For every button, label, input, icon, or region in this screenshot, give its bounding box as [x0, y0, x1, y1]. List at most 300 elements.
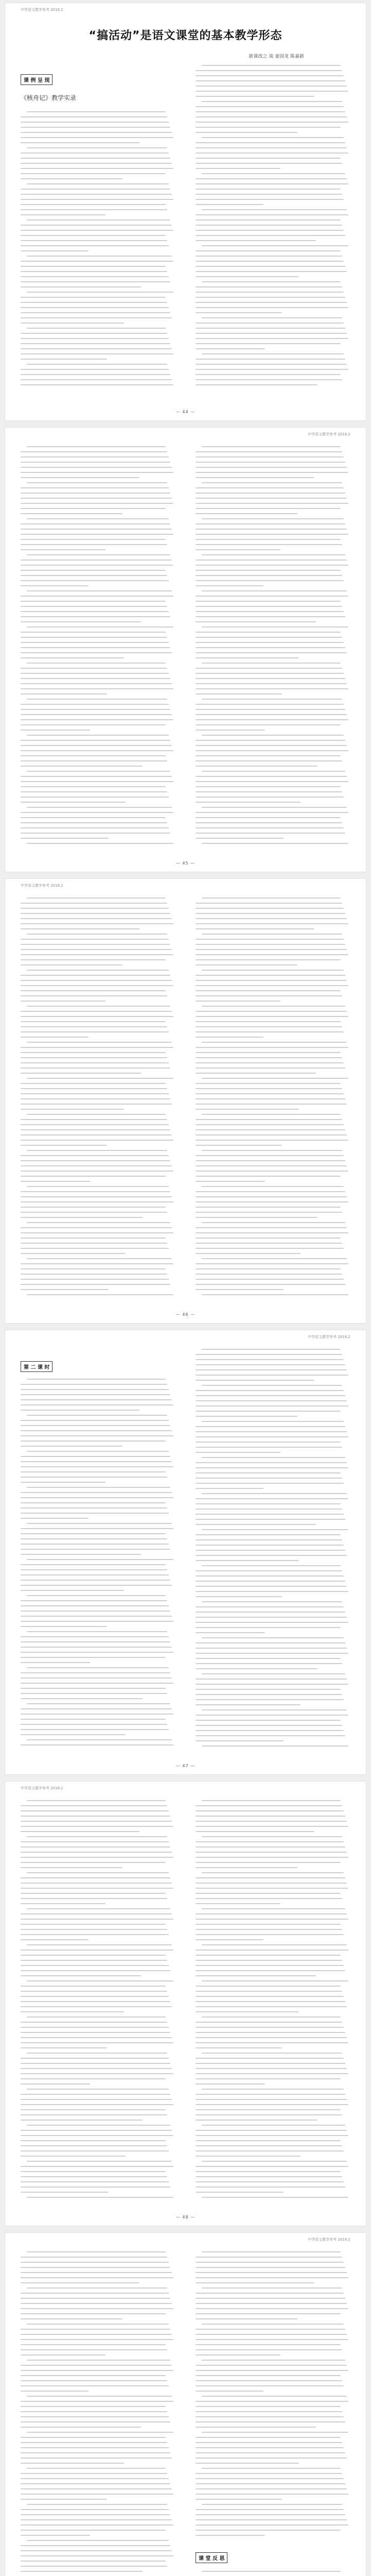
text-line — [21, 2006, 172, 2007]
text-line — [196, 235, 345, 236]
text-line — [21, 1047, 173, 1048]
text-line — [21, 673, 169, 674]
text-line — [27, 1379, 166, 1380]
text-line — [21, 560, 172, 561]
text-line — [196, 152, 348, 154]
text-line — [21, 1939, 89, 1940]
text-line — [21, 1544, 169, 1545]
text-line — [196, 2068, 347, 2069]
text-line — [21, 1580, 170, 1581]
text-line — [196, 194, 342, 195]
text-line — [196, 975, 345, 976]
text-line — [21, 2192, 109, 2193]
text-line — [21, 353, 173, 354]
text-line — [21, 271, 167, 272]
text-line — [196, 601, 341, 602]
text-line — [21, 2427, 141, 2428]
text-line — [21, 1919, 173, 1920]
text-line — [21, 1031, 169, 1032]
text-line — [21, 1744, 173, 1745]
text-line — [27, 934, 167, 935]
text-line — [196, 2130, 347, 2131]
text-line — [21, 1026, 167, 1027]
text-line — [196, 111, 345, 112]
text-line — [196, 2318, 297, 2319]
text-line — [21, 2313, 166, 2314]
text-line — [21, 760, 167, 761]
text-line — [21, 2483, 170, 2484]
page-number: — 48 — — [175, 2215, 196, 2219]
text-line — [196, 328, 345, 329]
text-line — [21, 539, 166, 540]
text-line — [27, 219, 170, 221]
text-line — [27, 1150, 167, 1151]
text-line — [21, 908, 169, 909]
text-line — [202, 1457, 345, 1458]
text-line — [21, 565, 173, 566]
text-line — [21, 817, 166, 818]
text-line — [196, 2447, 344, 2448]
text-line — [196, 2171, 341, 2172]
text-line — [196, 312, 282, 313]
text-line — [196, 632, 341, 633]
text-column-left — [21, 446, 175, 848]
text-line — [196, 2494, 348, 2495]
text-line — [196, 75, 344, 76]
text-line — [202, 2053, 342, 2054]
text-line — [196, 1083, 341, 1084]
text-line — [196, 2329, 345, 2330]
text-line — [21, 796, 169, 798]
text-line — [21, 1729, 169, 1730]
text-line — [21, 1399, 172, 1400]
text-line — [21, 632, 166, 633]
text-line — [21, 2370, 173, 2371]
text-line — [21, 343, 170, 344]
text-line — [21, 245, 169, 246]
text-line — [21, 384, 173, 385]
text-line — [196, 724, 341, 725]
text-line — [196, 1062, 344, 1063]
text-line — [27, 554, 170, 555]
text-line — [21, 1201, 173, 1202]
text-line — [196, 939, 344, 940]
text-line — [196, 1001, 280, 1002]
text-line — [196, 1929, 342, 1930]
text-line — [21, 1191, 170, 1192]
text-line — [27, 1415, 167, 1416]
text-line — [196, 1893, 341, 1894]
text-line — [196, 214, 348, 215]
text-line — [21, 1088, 167, 1089]
text-line — [21, 2032, 170, 2033]
text-line — [27, 2396, 172, 2397]
text-line — [21, 338, 169, 339]
text-line — [21, 2385, 169, 2386]
text-line — [196, 333, 347, 334]
text-line — [196, 1145, 282, 1146]
text-line — [21, 1554, 141, 1555]
text-line — [196, 1155, 344, 1156]
text-line — [196, 256, 342, 257]
text-line — [196, 949, 347, 950]
text-line — [196, 348, 265, 349]
text-line — [196, 1284, 345, 1285]
text-line — [196, 2463, 299, 2464]
text-line — [21, 2416, 169, 2417]
text-line — [196, 657, 299, 658]
text-line — [202, 1222, 345, 1223]
text-line — [196, 1279, 344, 1280]
text-line — [21, 2447, 169, 2448]
text-line — [196, 2099, 347, 2100]
text-line — [196, 2483, 345, 2484]
text-line — [196, 379, 342, 380]
text-line — [21, 1212, 167, 1213]
text-line — [21, 2114, 167, 2115]
section-label-reflection: 课 堂 反 思 — [196, 2552, 227, 2563]
text-line — [21, 1893, 166, 1894]
text-line — [21, 781, 173, 782]
text-line — [196, 1740, 284, 1741]
page-2 — [5, 428, 366, 872]
text-line — [21, 1616, 172, 1617]
text-line — [21, 1227, 172, 1228]
text-line — [196, 1369, 347, 1370]
text-line — [196, 1950, 348, 1951]
text-line — [196, 1509, 342, 1510]
text-line — [21, 1719, 166, 1720]
text-line — [21, 570, 166, 571]
text-line — [196, 1699, 344, 1700]
text-line — [202, 2016, 341, 2018]
text-line — [202, 353, 344, 354]
text-line — [21, 2120, 143, 2121]
text-line — [21, 317, 172, 318]
text-line — [202, 2432, 348, 2433]
text-line — [21, 1389, 169, 1390]
text-line — [21, 379, 172, 380]
text-line — [202, 1872, 344, 1873]
text-line — [27, 2287, 167, 2289]
text-line — [196, 1416, 297, 1417]
text-line — [196, 812, 348, 813]
text-line — [21, 812, 173, 813]
text-line — [27, 518, 169, 519]
text-line — [196, 2421, 345, 2422]
text-line — [196, 503, 348, 504]
text-line — [21, 1574, 169, 1575]
text-line — [27, 292, 173, 293]
text-line — [21, 209, 167, 210]
text-line — [202, 590, 347, 591]
text-line — [21, 1518, 89, 1519]
text-line — [21, 1590, 124, 1591]
text-line — [196, 2437, 341, 2438]
text-line — [21, 2104, 173, 2105]
text-column-right — [196, 446, 350, 848]
text-line — [196, 1846, 345, 1848]
text-line — [196, 1986, 341, 1987]
text-line — [21, 2375, 166, 2376]
text-line — [21, 163, 172, 164]
text-line — [196, 1124, 344, 1125]
text-line — [196, 2027, 344, 2028]
text-line — [196, 493, 345, 494]
text-line — [27, 2053, 167, 2054]
text-line — [21, 1140, 173, 1141]
text-line — [196, 1642, 345, 1643]
text-line — [196, 142, 345, 143]
text-line — [27, 2125, 170, 2126]
text-line — [202, 1637, 344, 1638]
text-line — [202, 771, 345, 772]
text-line — [21, 2458, 172, 2459]
text-line — [196, 954, 348, 955]
text-line — [196, 1217, 317, 1218]
text-line — [21, 2442, 167, 2443]
text-line — [21, 1862, 166, 1863]
text-line — [196, 2058, 344, 2059]
text-line — [21, 745, 172, 746]
text-line — [196, 791, 342, 792]
text-line — [27, 1078, 173, 1079]
text-line — [196, 2354, 280, 2355]
text-line — [21, 199, 173, 200]
text-line — [21, 1970, 170, 1971]
text-line — [196, 565, 348, 566]
text-line — [21, 1093, 169, 1094]
text-line — [202, 699, 342, 700]
text-line — [21, 2524, 173, 2526]
text-line — [21, 1477, 167, 1478]
text-line — [196, 621, 316, 622]
text-line — [27, 1006, 170, 1007]
text-line — [196, 1816, 345, 1817]
page-4 — [5, 1330, 366, 1774]
text-line — [196, 1248, 344, 1249]
text-line — [196, 2120, 317, 2121]
text-line — [21, 1196, 172, 1197]
text-line — [27, 1595, 166, 1596]
text-line — [196, 1852, 347, 1853]
text-line — [21, 1263, 173, 1264]
text-line — [21, 1098, 170, 1099]
text-line — [21, 348, 172, 349]
text-line — [21, 1641, 170, 1642]
text-line — [21, 2303, 172, 2304]
text-line — [196, 1201, 348, 1202]
text-line — [21, 2140, 166, 2141]
text-line — [196, 1462, 347, 1463]
text-line — [196, 261, 344, 262]
text-line — [196, 2187, 345, 2188]
page-number: — 45 — — [175, 861, 196, 866]
text-line — [196, 611, 344, 612]
text-line — [21, 523, 170, 524]
text-line — [202, 1980, 348, 1981]
text-line — [21, 1965, 169, 1966]
text-line — [196, 1991, 342, 1992]
running-header: 中学语文教学参考 2016.2 — [21, 1786, 63, 1790]
text-line — [21, 1129, 170, 1130]
text-line — [21, 601, 166, 602]
text-line — [196, 86, 347, 87]
text-line — [196, 2391, 263, 2392]
text-line — [21, 1805, 167, 1806]
text-line — [21, 250, 89, 251]
text-line — [196, 307, 348, 308]
text-line — [21, 2437, 166, 2438]
text-line — [21, 1857, 173, 1858]
text-line — [21, 508, 166, 509]
text-line — [196, 1503, 341, 1504]
text-line — [196, 250, 341, 251]
text-line — [202, 1709, 347, 1710]
text-line — [196, 384, 317, 385]
text-line — [196, 1375, 348, 1376]
text-line — [202, 446, 341, 447]
text-line — [21, 1538, 167, 1539]
text-line — [196, 2375, 341, 2376]
text-line — [21, 647, 170, 648]
text-line — [27, 482, 167, 483]
text-line — [21, 1155, 169, 1156]
text-line — [27, 147, 167, 148]
text-column-right — [196, 1800, 350, 2202]
text-line — [21, 2561, 166, 2562]
text-line — [21, 194, 172, 195]
text-line — [202, 1006, 345, 1007]
text-line — [196, 2109, 341, 2110]
text-line — [21, 802, 126, 803]
text-line — [21, 2401, 173, 2402]
text-line — [196, 2473, 342, 2474]
text-line — [21, 1600, 167, 1601]
text-line — [202, 2089, 344, 2090]
text-line — [196, 1431, 347, 1432]
text-line — [21, 1647, 172, 1648]
text-line — [21, 750, 173, 751]
article-byline: 新课改之 谈 童国龙 陈嘉新 — [249, 54, 304, 59]
text-line — [196, 1047, 348, 1048]
text-column-right — [196, 65, 350, 389]
text-line — [196, 1648, 347, 1649]
text-line — [196, 1104, 347, 1105]
text-line — [196, 1694, 342, 1695]
text-line — [21, 2135, 173, 2136]
text-line — [196, 740, 345, 741]
text-line — [21, 1688, 166, 1689]
text-line — [21, 2344, 166, 2345]
text-line — [202, 554, 345, 555]
text-line — [202, 1673, 345, 1674]
text-line — [196, 1263, 348, 1264]
text-line — [196, 1488, 263, 1489]
text-line — [196, 292, 344, 293]
text-line — [196, 2365, 347, 2366]
text-line — [196, 1052, 341, 1053]
text-line — [27, 2360, 170, 2361]
text-line — [21, 786, 166, 787]
text-line — [21, 1621, 173, 1622]
text-line — [196, 1730, 344, 1731]
text-line — [196, 266, 345, 267]
text-line — [196, 1821, 347, 1822]
text-line — [202, 2571, 341, 2572]
text-line — [196, 1354, 342, 1355]
text-line — [21, 2293, 169, 2294]
text-line — [27, 1487, 170, 1488]
text-line — [196, 1400, 347, 1401]
text-line — [196, 1227, 347, 1228]
text-line — [196, 2406, 341, 2407]
text-line — [21, 2411, 167, 2412]
text-line — [202, 1186, 344, 1187]
text-line — [21, 2068, 172, 2069]
text-line — [202, 65, 341, 66]
text-line — [196, 1560, 299, 1561]
running-header: 中学语文教学参考 2016.2 — [308, 1335, 350, 1339]
text-line — [202, 2504, 342, 2505]
text-line — [21, 2349, 167, 2350]
text-line — [21, 451, 167, 452]
text-line — [21, 1852, 172, 1853]
text-line — [27, 256, 172, 257]
text-line — [27, 590, 172, 591]
text-line — [196, 1411, 341, 1412]
text-line — [196, 616, 345, 617]
text-line — [21, 995, 167, 996]
text-line — [196, 2042, 348, 2043]
text-line — [196, 1274, 342, 1275]
text-line — [202, 482, 342, 483]
text-line — [202, 245, 348, 246]
text-line — [27, 1114, 166, 1115]
text-line — [27, 2540, 169, 2541]
text-column-left — [21, 111, 175, 389]
text-line — [21, 1708, 172, 1709]
text-line — [196, 1498, 348, 1499]
text-line — [21, 266, 166, 267]
text-line — [196, 585, 263, 586]
text-line — [196, 2037, 347, 2038]
text-line — [27, 1451, 169, 1452]
text-line — [21, 1492, 172, 1493]
text-line — [196, 913, 345, 914]
text-line — [196, 364, 347, 365]
text-line — [21, 467, 172, 468]
text-line — [196, 359, 345, 360]
text-line — [196, 219, 341, 221]
text-line — [202, 934, 342, 935]
text-line — [21, 1471, 166, 1472]
text-line — [196, 606, 342, 607]
page-number: — 44 — — [175, 410, 196, 414]
text-line — [27, 897, 166, 899]
text-line — [21, 2571, 143, 2572]
text-line — [196, 297, 345, 298]
text-line — [21, 2156, 126, 2157]
text-line — [196, 1555, 347, 1556]
text-line — [196, 1519, 345, 1520]
text-line — [21, 173, 166, 174]
text-line — [196, 714, 347, 715]
text-line — [21, 939, 169, 940]
text-line — [21, 142, 139, 143]
text-line — [196, 2303, 347, 2304]
text-line — [21, 1037, 89, 1038]
